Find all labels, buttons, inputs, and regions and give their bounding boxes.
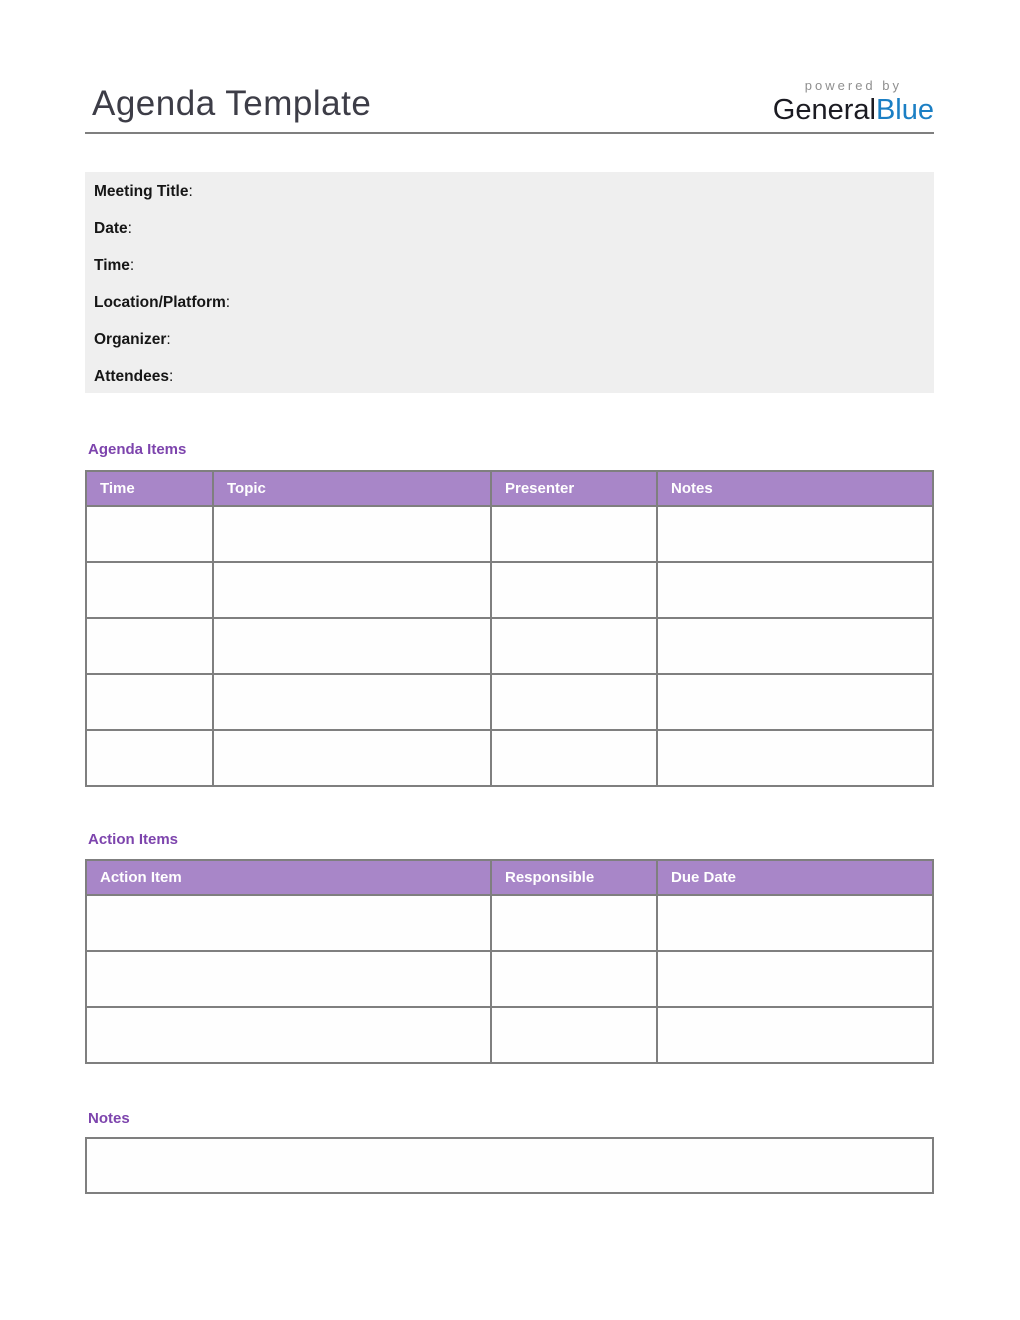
notes-heading: Notes [88,1110,130,1127]
action-cell-item[interactable] [86,895,491,951]
agenda-cell-presenter[interactable] [491,562,657,618]
action-header-row [86,860,933,895]
attendees-label: Attendees [94,367,169,385]
organizer-label: Organizer [94,330,167,348]
meeting-info-panel [85,172,934,393]
meeting-title-label: Meeting Title [94,182,189,200]
action-cell-due-date[interactable] [657,951,933,1007]
generalblue-logo [773,78,934,126]
action-items-heading: Action Items [88,831,179,848]
agenda-row [86,730,933,786]
agenda-cell-notes[interactable] [657,506,933,562]
attendees-colon: : [168,367,174,385]
agenda-row [86,506,933,562]
action-row [86,895,933,951]
brand-wordmark [773,94,934,126]
agenda-cell-notes[interactable] [657,562,933,618]
agenda-cell-topic[interactable] [213,506,491,562]
page-title: Agenda Template [92,84,372,123]
date-row [94,210,934,247]
agenda-cell-notes[interactable] [657,674,933,730]
action-row [86,951,933,1007]
agenda-cell-topic[interactable] [213,618,491,674]
attendees-row [94,358,934,395]
brand-general-text: General [772,94,876,126]
meeting-title-colon: : [188,182,193,200]
action-cell-responsible[interactable] [491,895,657,951]
agenda-row [86,618,933,674]
agenda-cell-presenter[interactable] [491,674,657,730]
date-colon: : [127,219,132,237]
agenda-cell-time[interactable] [86,506,213,562]
agenda-col-notes: Notes [657,471,933,506]
notes-box[interactable] [85,1137,934,1194]
header-divider-rule [85,132,934,134]
agenda-row [86,562,933,618]
agenda-cell-presenter[interactable] [491,730,657,786]
organizer-row [94,321,934,358]
location-platform-row [94,284,934,321]
location-platform-label: Location/Platform [94,293,226,311]
agenda-cell-presenter[interactable] [491,506,657,562]
action-row [86,1007,933,1063]
date-label: Date [94,219,128,237]
action-cell-item[interactable] [86,1007,491,1063]
location-platform-colon: : [225,293,231,311]
time-colon: : [129,256,135,274]
brand-blue-text: Blue [875,94,934,126]
agenda-cell-time[interactable] [86,618,213,674]
action-col-item: Action Item [86,860,491,895]
agenda-items-heading: Agenda Items [88,441,187,458]
agenda-cell-notes[interactable] [657,618,933,674]
agenda-row [86,674,933,730]
agenda-cell-topic[interactable] [213,730,491,786]
organizer-colon: : [166,330,171,348]
agenda-cell-time[interactable] [86,674,213,730]
action-cell-due-date[interactable] [657,895,933,951]
powered-by-text: powered by [804,78,902,93]
agenda-cell-presenter[interactable] [491,618,657,674]
action-cell-responsible[interactable] [491,1007,657,1063]
agenda-col-topic: Topic [213,471,491,506]
time-row [94,247,934,284]
agenda-col-time: Time [86,471,213,506]
action-cell-responsible[interactable] [491,951,657,1007]
meeting-title-row [94,173,934,210]
agenda-cell-notes[interactable] [657,730,933,786]
agenda-cell-time[interactable] [86,562,213,618]
agenda-items-table [85,470,934,787]
agenda-header-row [86,471,933,506]
agenda-cell-topic[interactable] [213,674,491,730]
time-label: Time [94,256,130,274]
action-col-due-date: Due Date [657,860,933,895]
action-col-responsible: Responsible [491,860,657,895]
agenda-cell-time[interactable] [86,730,213,786]
action-cell-due-date[interactable] [657,1007,933,1063]
agenda-cell-topic[interactable] [213,562,491,618]
action-cell-item[interactable] [86,951,491,1007]
action-items-table [85,859,934,1064]
agenda-col-presenter: Presenter [491,471,657,506]
